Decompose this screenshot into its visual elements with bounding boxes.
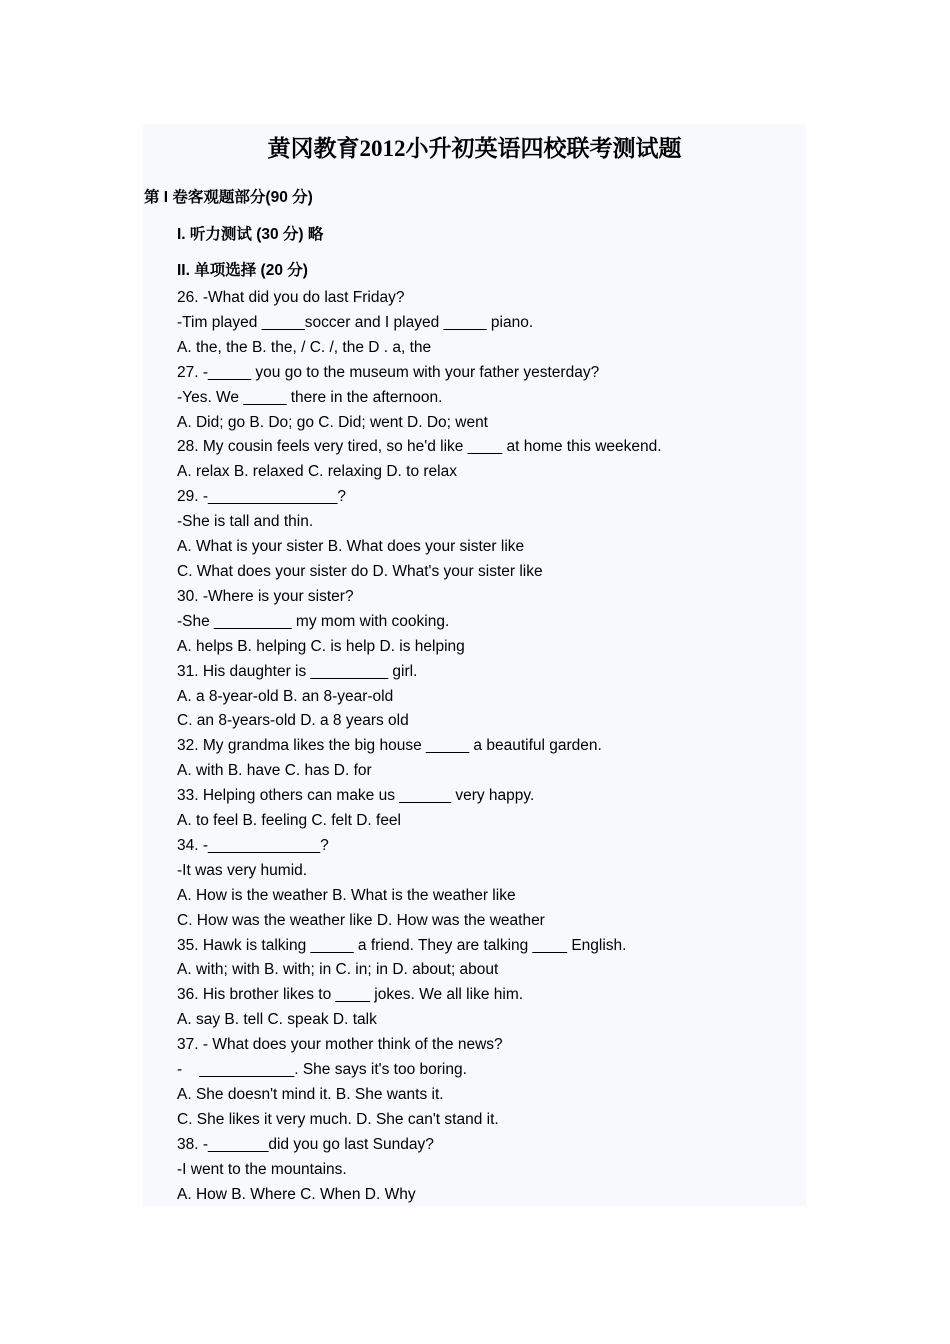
question-line: 29. -_______________? [177, 488, 346, 506]
section-heading-listening: I. 听力测试 (30 分) 略 [177, 226, 324, 243]
question-line: -I went to the mountains. [177, 1160, 347, 1178]
question-line: -She _________ my mom with cooking. [177, 612, 450, 630]
question-line: 33. Helping others can make us ______ very happy. [177, 787, 535, 805]
question-line: 38. -_______did you go last Sunday? [177, 1135, 434, 1153]
question-line: A. with; with B. with; in C. in; in D. about; about [177, 961, 499, 979]
question-line: C. What does your sister do D. What's your sister like [177, 562, 543, 580]
question-line: 31. His daughter is _________ girl. [177, 662, 418, 680]
question-line: A. with B. have C. has D. for [177, 762, 372, 780]
question-line: 26. -What did you do last Friday? [177, 289, 405, 306]
question-line: A. Did; go B. Do; go C. Did; went D. Do; went [177, 413, 488, 431]
question-line: 35. Hawk is talking _____ a friend. They are talking ____ English. [177, 936, 627, 954]
question-line: 37. - What does your mother think of the news? [177, 1036, 503, 1054]
question-line: A. to feel B. feeling C. felt D. feel [177, 812, 402, 830]
section-heading-multiple-choice: II. 单项选择 (20 分) [177, 262, 308, 279]
question-line: - ___________. She says it's too boring. [177, 1061, 467, 1079]
question-list [177, 286, 662, 1208]
question-line: A. helps B. helping C. is help D. is helping [177, 637, 465, 655]
document-page [143, 124, 806, 1206]
question-line: -It was very humid. [177, 861, 308, 879]
question-line: 27. -_____ you go to the museum with your father yesterday? [177, 363, 600, 381]
question-line: C. She likes it very much. D. She can't stand it. [177, 1110, 499, 1128]
question-line: 32. My grandma likes the big house _____ a beautiful garden. [177, 737, 602, 755]
question-line: A. How is the weather B. What is the weather like [177, 886, 516, 904]
question-line: -Yes. We _____ there in the afternoon. [177, 388, 443, 406]
question-line: A. say B. tell C. speak D. talk [177, 1011, 377, 1029]
question-line: A. the, the B. the, / C. /, the D . a, the [177, 338, 432, 356]
question-line: 30. -Where is your sister? [177, 587, 354, 605]
part-heading: 第 I 卷客观题部分(90 分) [144, 189, 313, 206]
question-line: A. She doesn't mind it. B. She wants it. [177, 1086, 444, 1103]
question-line: C. How was the weather like D. How was the weather [177, 911, 545, 929]
question-line: C. an 8-years-old D. a 8 years old [177, 712, 409, 730]
question-line: A. What is your sister B. What does your sister like [177, 538, 525, 556]
question-line: -Tim played _____soccer and I played _____ piano. [177, 313, 534, 331]
question-line: 36. His brother likes to ____ jokes. We all like him. [177, 986, 524, 1004]
question-line: A. a 8-year-old B. an 8-year-old [177, 687, 394, 705]
document-title: 黄冈教育2012小升初英语四校联考测试题 [267, 136, 682, 161]
question-line: -She is tall and thin. [177, 513, 314, 531]
question-line: 28. My cousin feels very tired, so he'd like ____ at home this weekend. [177, 438, 662, 456]
question-line: A. relax B. relaxed C. relaxing D. to relax [177, 463, 457, 481]
question-line: A. How B. Where C. When D. Why [177, 1185, 416, 1203]
question-line: 34. -_____________? [177, 836, 329, 854]
